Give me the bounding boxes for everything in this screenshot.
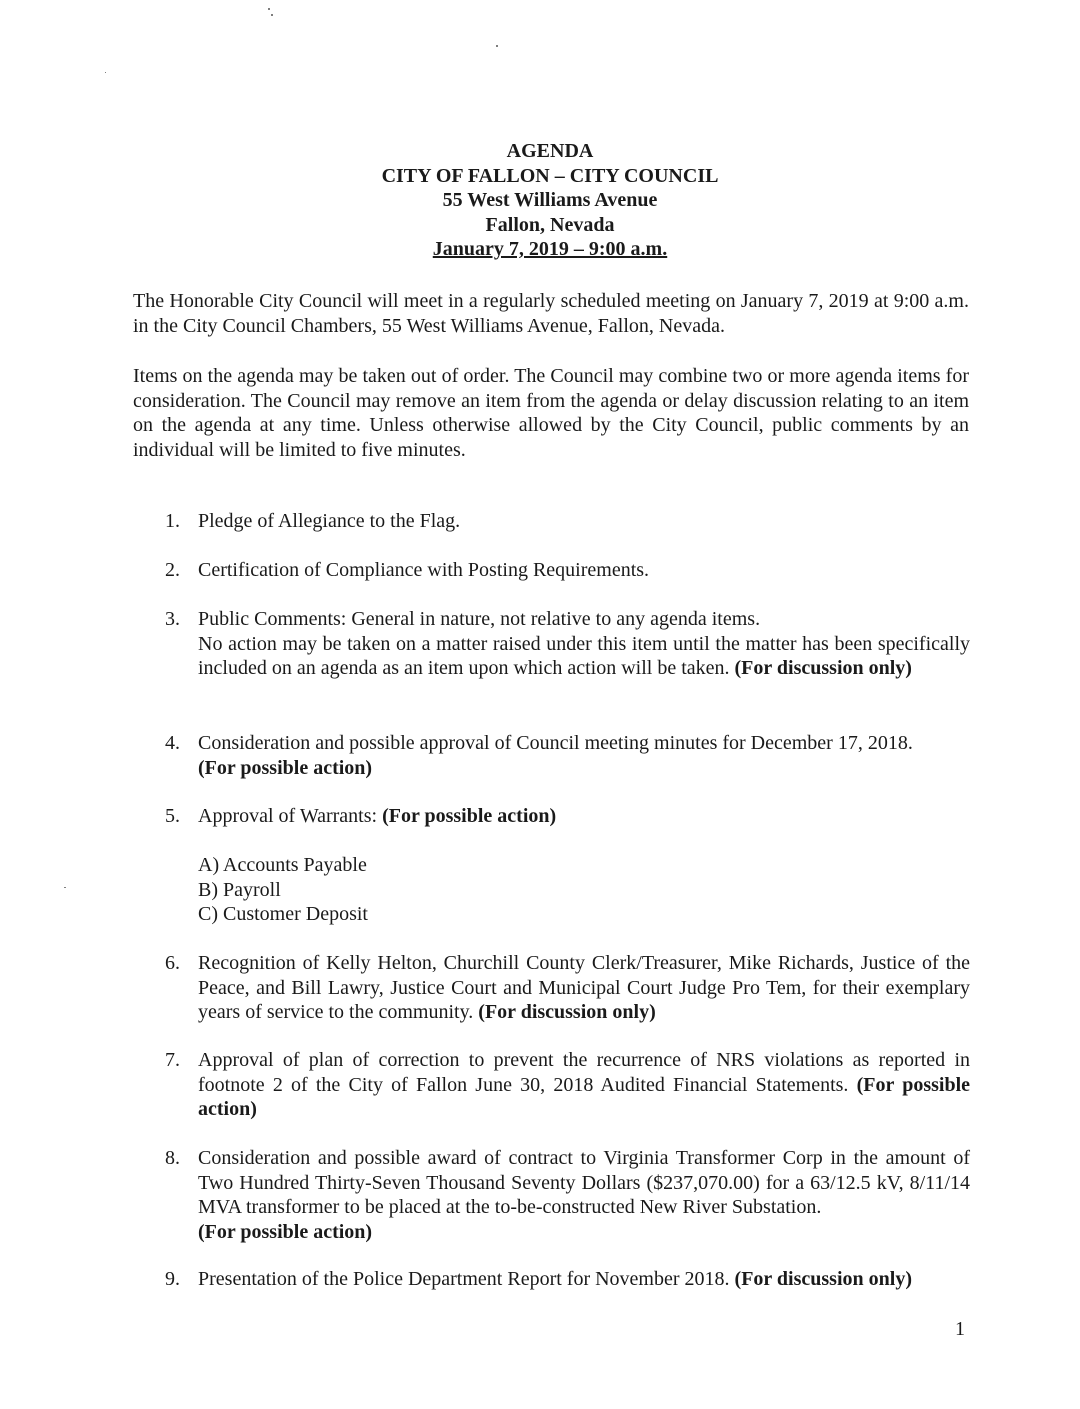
item-text: Consideration and possible approval of Council meeting minutes for December 17, 2018. (198, 732, 913, 754)
item-text: Public Comments: General in nature, not relative to any agenda items. (198, 608, 761, 630)
item-action: (For possible action) (198, 1220, 373, 1243)
warrant-item: A) Accounts Payable (198, 854, 367, 876)
agenda-item (165, 804, 970, 829)
item-text: Consideration and possible award of contract to Virginia Transformer Corp in the amount of Two Hundred Thirty-Seven Thousand Seventy Dollars ($237,070.00) for a 63/12.5 kV, 8/11/14 MVA transformer to be placed at the to-be-constructed New River Substation. (198, 1147, 970, 1218)
item-action: (For possible action) (198, 1073, 971, 1120)
item-text: Presentation of the Police Department Report for November 2018. (198, 1268, 730, 1290)
header-council: CITY OF FALLON – CITY COUNCIL (381, 164, 719, 187)
scan-speck (496, 45, 498, 47)
item-text: Approval of plan of correction to prevent the recurrence of NRS violations as reported in footnote 2 of the City of Fallon June 30, 2018 Audited Financial Statements. (198, 1049, 970, 1096)
agenda-header (0, 139, 1080, 262)
agenda-item (165, 558, 970, 583)
header-title: AGENDA (506, 140, 594, 162)
page-number: 1 (955, 1318, 965, 1340)
agenda-item (165, 951, 970, 1025)
item-text: Pledge of Allegiance to the Flag. (198, 510, 461, 532)
scan-speck (271, 14, 273, 16)
item-action: (For possible action) (382, 805, 557, 827)
item-text-detail: No action may be taken on a matter raised under this item until the matter has been specifically included on an agenda as an item upon which action will be taken. (198, 632, 970, 679)
agenda-item (165, 1146, 970, 1244)
warrant-item: C) Customer Deposit (198, 903, 368, 925)
item-number: 1. (165, 510, 180, 532)
header-city: Fallon, Nevada (485, 213, 615, 236)
item-number: 6. (165, 952, 180, 974)
item-number: 2. (165, 559, 180, 581)
item-number: 8. (165, 1147, 180, 1169)
intro-paragraph: The Honorable City Council will meet in a regularly scheduled meeting on January 7, 2019 at 9:00 a.m. in the City Council Chambers, 55 West Williams Avenue, Fallon, Nevada. (133, 290, 969, 337)
header-address: 55 West Williams Avenue (442, 189, 658, 211)
item-action: (For discussion only) (734, 657, 912, 679)
item-number: 3. (165, 608, 180, 630)
item-text: Recognition of Kelly Helton, Churchill County Clerk/Treasurer, Mike Richards, Justice of the Peace, and Bill Lawry, Justice Court and Municipal Court Judge Pro Tem, for their exemplary years of service to the community. (198, 952, 970, 1023)
item-action: (For discussion only) (734, 1268, 912, 1290)
item-text: Approval of Warrants: (198, 805, 378, 827)
item-action: (For discussion only) (478, 1001, 656, 1023)
notice-paragraph: Items on the agenda may be taken out of order. The Council may combine two or more agenda items for consideration. The Council may remove an item from the agenda or delay discussion relating to an item on the agenda at any time. Unless otherwise allowed by the City Council, public comments by an individual will be limited to five minutes. (133, 365, 969, 461)
agenda-item (165, 1267, 970, 1292)
agenda-item (165, 509, 970, 534)
scan-speck (105, 72, 106, 73)
warrant-item: B) Payroll (198, 878, 281, 901)
item-number: 7. (165, 1049, 180, 1071)
agenda-item (165, 731, 970, 780)
item-number: 4. (165, 732, 180, 754)
agenda-item (165, 1048, 970, 1122)
item-action: (For possible action) (198, 756, 373, 779)
agenda-item (165, 607, 970, 681)
item-number: 5. (165, 805, 180, 827)
scan-speck (64, 887, 66, 888)
header-date: January 7, 2019 – 9:00 a.m. (432, 238, 668, 260)
scan-speck (268, 8, 270, 10)
item-text: Certification of Compliance with Posting Requirements. (198, 559, 650, 581)
item-number: 9. (165, 1268, 180, 1290)
warrants-list (198, 853, 368, 927)
